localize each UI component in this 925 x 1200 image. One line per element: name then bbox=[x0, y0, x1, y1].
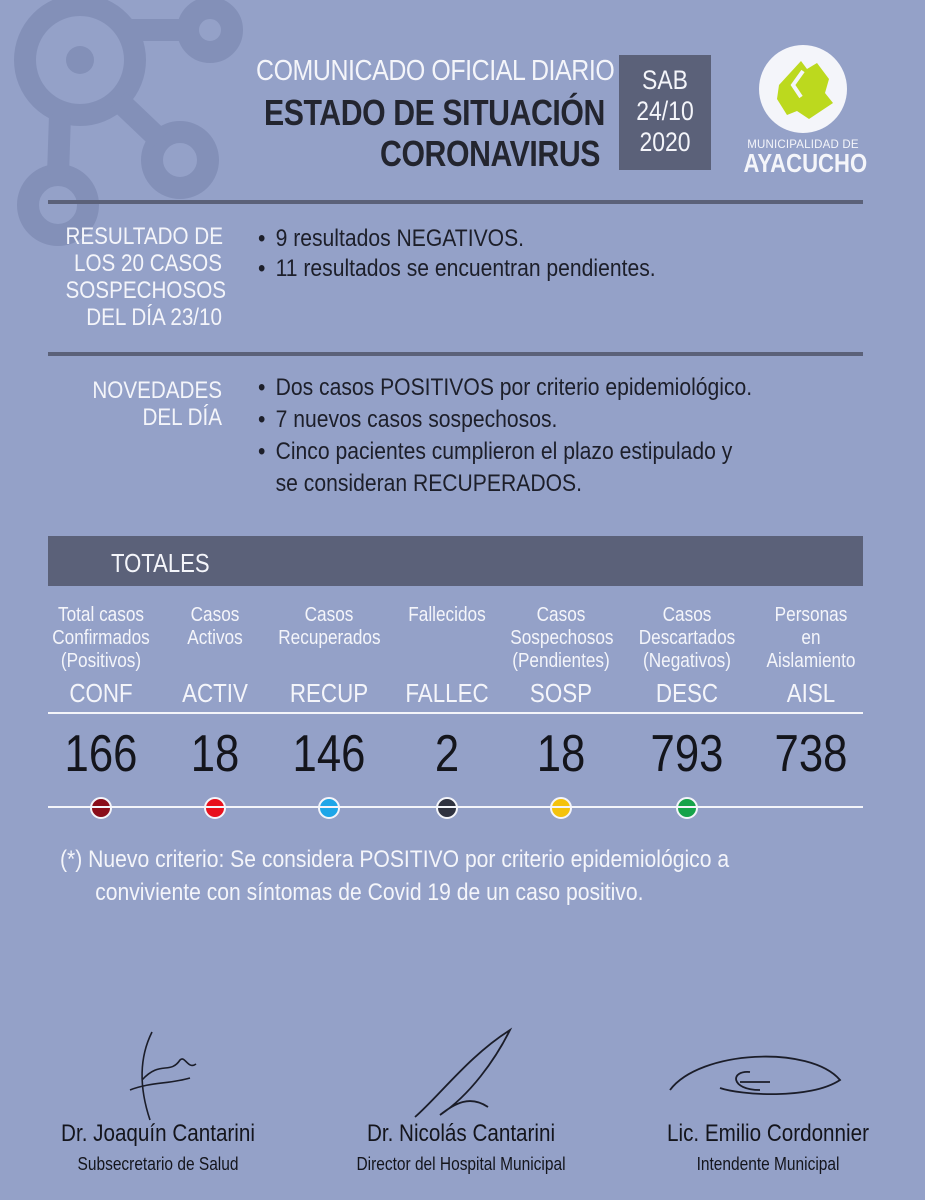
signature-1-icon bbox=[110, 1020, 210, 1130]
totals-column-activ bbox=[156, 604, 274, 709]
column-code: FALLEC bbox=[405, 678, 489, 708]
totals-column-sosp bbox=[502, 604, 620, 709]
column-description: Personas en Aislamiento bbox=[766, 604, 856, 672]
totals-column-recup bbox=[270, 604, 388, 709]
signature-2-icon bbox=[400, 1025, 540, 1125]
totals-column-aisl bbox=[752, 604, 870, 709]
date-box bbox=[619, 55, 711, 170]
column-code: ACTIV bbox=[182, 678, 248, 708]
footnote: (*) Nuevo criterio: Se considera POSITIVO por criterio epidemiológico a conviviente con síntomas de Covid 19 de un caso positivo. bbox=[60, 846, 730, 906]
signature-block: Dr. Joaquín Cantarini Subsecretario de Salud bbox=[61, 1120, 255, 1174]
logo-text-bottom: AYACUCHO bbox=[743, 148, 868, 178]
column-description: Casos Descartados (Negativos) bbox=[638, 604, 736, 672]
resultados-list bbox=[258, 224, 710, 284]
status-dot-recup bbox=[318, 797, 340, 819]
status-dot-fallec bbox=[436, 797, 458, 819]
column-description: Casos Activos bbox=[187, 604, 243, 649]
list-item: • 11 resultados se encuentran pendientes. bbox=[258, 254, 656, 284]
date-year: 2020 bbox=[639, 127, 691, 157]
molecule-decoration-icon bbox=[0, 0, 280, 260]
total-value-aisl: 738 bbox=[774, 725, 848, 783]
logo-text-top: MUNICIPALIDAD DE bbox=[747, 139, 859, 151]
total-value-desc: 793 bbox=[650, 725, 724, 783]
column-code: CONF bbox=[69, 678, 133, 708]
column-code: RECUP bbox=[289, 678, 369, 708]
list-item: • 7 nuevos casos sospechosos. bbox=[258, 404, 752, 436]
signature-block: Dr. Nicolás Cantarini Director del Hospital Municipal bbox=[356, 1120, 566, 1174]
totales-title: TOTALES bbox=[111, 548, 210, 578]
divider bbox=[48, 352, 863, 356]
novedades-list bbox=[258, 372, 820, 500]
column-code: SOSP bbox=[529, 678, 593, 708]
list-item: • Cinco pacientes cumplieron el plazo estipulado y bbox=[258, 436, 752, 468]
totals-column-desc bbox=[628, 604, 746, 709]
total-value-sosp: 18 bbox=[536, 725, 586, 783]
list-item: • Dos casos POSITIVOS por criterio epidemiológico. bbox=[258, 372, 752, 404]
status-dot-activ bbox=[204, 797, 226, 819]
municipality-map-icon bbox=[759, 45, 847, 133]
header-title-2: CORONAVIRUS bbox=[380, 133, 600, 174]
status-dot-desc bbox=[676, 797, 698, 819]
signature-3-icon bbox=[660, 1040, 850, 1110]
totals-column-fallec bbox=[388, 604, 506, 709]
header-title: ESTADO DE SITUACIÓN bbox=[264, 92, 605, 133]
resultados-label: RESULTADO DE LOS 20 CASOS SOSPECHOSOS DEL DÍA 23/10 bbox=[65, 223, 227, 331]
column-description: Casos Sospechosos (Pendientes) bbox=[510, 604, 614, 672]
list-item: • 9 resultados NEGATIVOS. bbox=[258, 224, 656, 254]
signature-block: Lic. Emilio Cordonnier Intendente Municipal bbox=[667, 1120, 869, 1174]
list-item-continuation: se consideran RECUPERADOS. bbox=[275, 470, 582, 497]
header-subtitle: COMUNICADO OFICIAL DIARIO bbox=[256, 55, 615, 87]
column-description: Total casos Confirmados (Positivos) bbox=[52, 604, 150, 672]
total-value-fallec: 2 bbox=[434, 725, 460, 783]
total-value-activ: 18 bbox=[190, 725, 240, 783]
column-description: Fallecidos bbox=[408, 604, 486, 626]
municipality-logo bbox=[733, 45, 873, 180]
column-description: Casos Recuperados bbox=[278, 604, 381, 649]
divider bbox=[48, 712, 863, 714]
divider bbox=[48, 806, 863, 808]
date-daymonth: 24/10 bbox=[636, 96, 694, 126]
novedades-label: NOVEDADES DEL DÍA bbox=[92, 377, 222, 431]
total-value-recup: 146 bbox=[292, 725, 366, 783]
total-value-conf: 166 bbox=[64, 725, 138, 783]
column-code: AISL bbox=[786, 678, 836, 708]
column-code: DESC bbox=[655, 678, 719, 708]
status-dot-sosp bbox=[550, 797, 572, 819]
divider bbox=[48, 200, 863, 204]
date-day: SAB bbox=[642, 65, 688, 95]
totals-column-conf bbox=[42, 604, 160, 709]
status-dot-conf bbox=[90, 797, 112, 819]
